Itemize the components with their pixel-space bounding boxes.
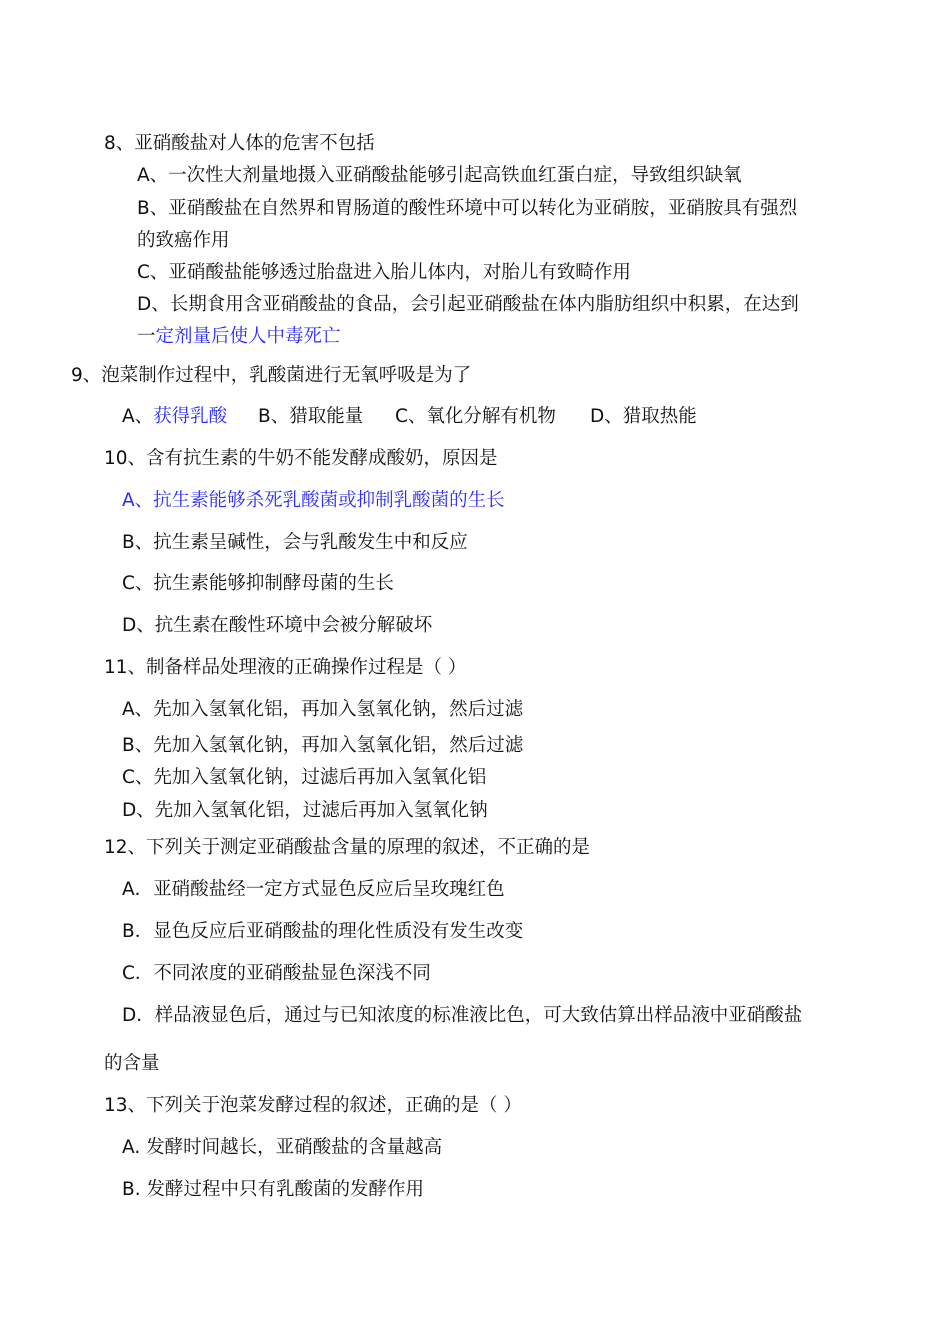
question-10-stem: 10、含有抗生素的牛奶不能发酵成酸奶，原因是 [104,448,498,469]
question-10-option-c: C、抗生素能够抑制酵母菌的生长 [122,573,394,594]
question-11-option-a: A、先加入氢氧化铝，再加入氢氧化钠，然后过滤 [122,699,524,720]
answer-highlight: 获得乳酸 [153,406,228,427]
question-9-option-a [122,405,227,429]
question-12-option-d-line1: D．样品液显色后，通过与已知浓度的标准液比色，可大致估算出样品液中亚硝酸盐 [122,1005,803,1026]
question-9-option-b: B、猎取能量 [258,406,364,427]
question-12-option-d-line2: 的含量 [104,1053,160,1074]
question-8-option-a: A、一次性大剂量地摄入亚硝酸盐能够引起高铁血红蛋白症，导致组织缺氧 [137,165,742,186]
question-13-stem: 13、下列关于泡菜发酵过程的叙述，正确的是（ ） [104,1095,522,1116]
question-11-option-b: B、先加入氢氧化钠，再加入氢氧化铝，然后过滤 [122,735,524,756]
question-11-stem: 11、制备样品处理液的正确操作过程是（ ） [104,657,467,678]
question-10-option-b: B、抗生素呈碱性，会与乳酸发生中和反应 [122,532,468,553]
question-8-option-b-line1: B、亚硝酸盐在自然界和胃肠道的酸性环境中可以转化为亚硝胺，亚硝胺具有强烈 [137,198,798,219]
question-11-option-d: D、先加入氢氧化铝，过滤后再加入氢氧化钠 [122,800,488,821]
question-8-option-d-line1: D、长期食用含亚硝酸盐的食品，会引起亚硝酸盐在体内脂肪组织中积累，在达到 [137,294,799,315]
question-8-option-d-line2 [137,325,341,349]
question-9-stem: 9、泡菜制作过程中，乳酸菌进行无氧呼吸是为了 [71,365,472,386]
question-12-option-b: B．显色反应后亚硝酸盐的理化性质没有发生改变 [122,921,524,942]
question-8-stem: 8、亚硝酸盐对人体的危害不包括 [104,133,375,154]
question-11-option-c: C、先加入氢氧化钠，过滤后再加入氢氧化铝 [122,767,487,788]
question-10-option-a: A、抗生素能够杀死乳酸菌或抑制乳酸菌的生长 [122,490,505,511]
question-8-option-b-line2: 的致癌作用 [137,230,230,251]
question-13-option-b: B. 发酵过程中只有乳酸菌的发酵作用 [122,1179,424,1200]
option-letter: A、 [122,406,154,427]
answer-prefix: 一 [137,326,156,347]
question-13-option-a: A. 发酵时间越长，亚硝酸盐的含量越高 [122,1137,443,1158]
question-10-option-d: D、抗生素在酸性环境中会被分解破坏 [122,615,433,636]
answer-highlight: 定剂量后使人中毒死亡 [155,326,341,347]
question-8-option-c: C、亚硝酸盐能够透过胎盘进入胎儿体内，对胎儿有致畸作用 [137,262,631,283]
question-9-option-d: D、猎取热能 [590,406,697,427]
question-12-option-c: C．不同浓度的亚硝酸盐显色深浅不同 [122,963,431,984]
question-12-stem: 12、下列关于测定亚硝酸盐含量的原理的叙述，不正确的是 [104,837,591,858]
question-12-option-a: A．亚硝酸盐经一定方式显色反应后呈玫瑰红色 [122,879,505,900]
question-9-option-c: C、氧化分解有机物 [395,406,556,427]
